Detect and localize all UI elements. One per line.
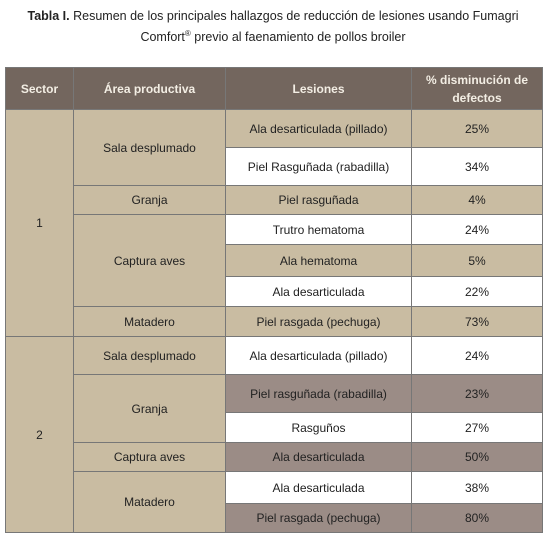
caption-registered-mark: ® bbox=[184, 28, 191, 38]
lesion-cell: Piel rasguñada bbox=[226, 186, 412, 215]
table-row bbox=[6, 375, 543, 413]
lesion-cell: Ala desarticulada bbox=[226, 472, 412, 504]
pct-cell: 22% bbox=[412, 277, 543, 307]
table-row bbox=[6, 307, 543, 337]
pct-cell: 25% bbox=[412, 110, 543, 148]
caption-text-a: Resumen de los principales hallazgos de reducción de lesiones usando Fumagri bbox=[73, 9, 519, 23]
area-cell: Captura aves bbox=[74, 215, 226, 307]
caption-label: Tabla I. bbox=[27, 9, 70, 23]
lesion-cell: Ala hematoma bbox=[226, 245, 412, 277]
pct-cell: 27% bbox=[412, 413, 543, 443]
area-cell: Captura aves bbox=[74, 443, 226, 472]
header-sector: Sector bbox=[6, 68, 74, 110]
area-cell: Granja bbox=[74, 375, 226, 443]
pct-cell: 80% bbox=[412, 504, 543, 533]
sector-cell: 1 bbox=[6, 110, 74, 337]
lesion-cell: Ala desarticulada (pillado) bbox=[226, 337, 412, 375]
area-cell: Sala desplumado bbox=[74, 337, 226, 375]
pct-cell: 23% bbox=[412, 375, 543, 413]
pct-cell: 5% bbox=[412, 245, 543, 277]
lesion-cell: Ala desarticulada bbox=[226, 443, 412, 472]
pct-cell: 73% bbox=[412, 307, 543, 337]
caption-text-b: Comfort bbox=[140, 30, 185, 44]
caption-text-c: previo al faenamiento de pollos broiler bbox=[194, 30, 406, 44]
header-pct: % disminución de defectos bbox=[412, 68, 543, 110]
lesion-cell: Piel rasgada (pechuga) bbox=[226, 504, 412, 533]
header-area: Área productiva bbox=[74, 68, 226, 110]
pct-cell: 38% bbox=[412, 472, 543, 504]
header-row bbox=[6, 68, 543, 110]
pct-cell: 24% bbox=[412, 215, 543, 245]
table-row bbox=[6, 472, 543, 504]
table-row bbox=[6, 186, 543, 215]
pct-cell: 24% bbox=[412, 337, 543, 375]
header-lesion: Lesiones bbox=[226, 68, 412, 110]
area-cell: Granja bbox=[74, 186, 226, 215]
table-row bbox=[6, 110, 543, 148]
table-row bbox=[6, 215, 543, 245]
lesion-cell: Piel Rasguñada (rabadilla) bbox=[226, 148, 412, 186]
lesion-cell: Ala desarticulada (pillado) bbox=[226, 110, 412, 148]
pct-cell: 4% bbox=[412, 186, 543, 215]
sector-cell: 2 bbox=[6, 337, 74, 533]
pct-cell: 34% bbox=[412, 148, 543, 186]
pct-cell: 50% bbox=[412, 443, 543, 472]
area-cell: Matadero bbox=[74, 307, 226, 337]
lesion-cell: Trutro hematoma bbox=[226, 215, 412, 245]
lesion-reduction-table bbox=[5, 67, 543, 533]
lesion-cell: Rasguños bbox=[226, 413, 412, 443]
area-cell: Matadero bbox=[74, 472, 226, 533]
lesion-cell: Piel rasgada (pechuga) bbox=[226, 307, 412, 337]
table-caption bbox=[0, 6, 546, 48]
lesion-cell: Ala desarticulada bbox=[226, 277, 412, 307]
lesion-cell: Piel rasguñada (rabadilla) bbox=[226, 375, 412, 413]
table-row bbox=[6, 443, 543, 472]
area-cell: Sala desplumado bbox=[74, 110, 226, 186]
table-row bbox=[6, 337, 543, 375]
